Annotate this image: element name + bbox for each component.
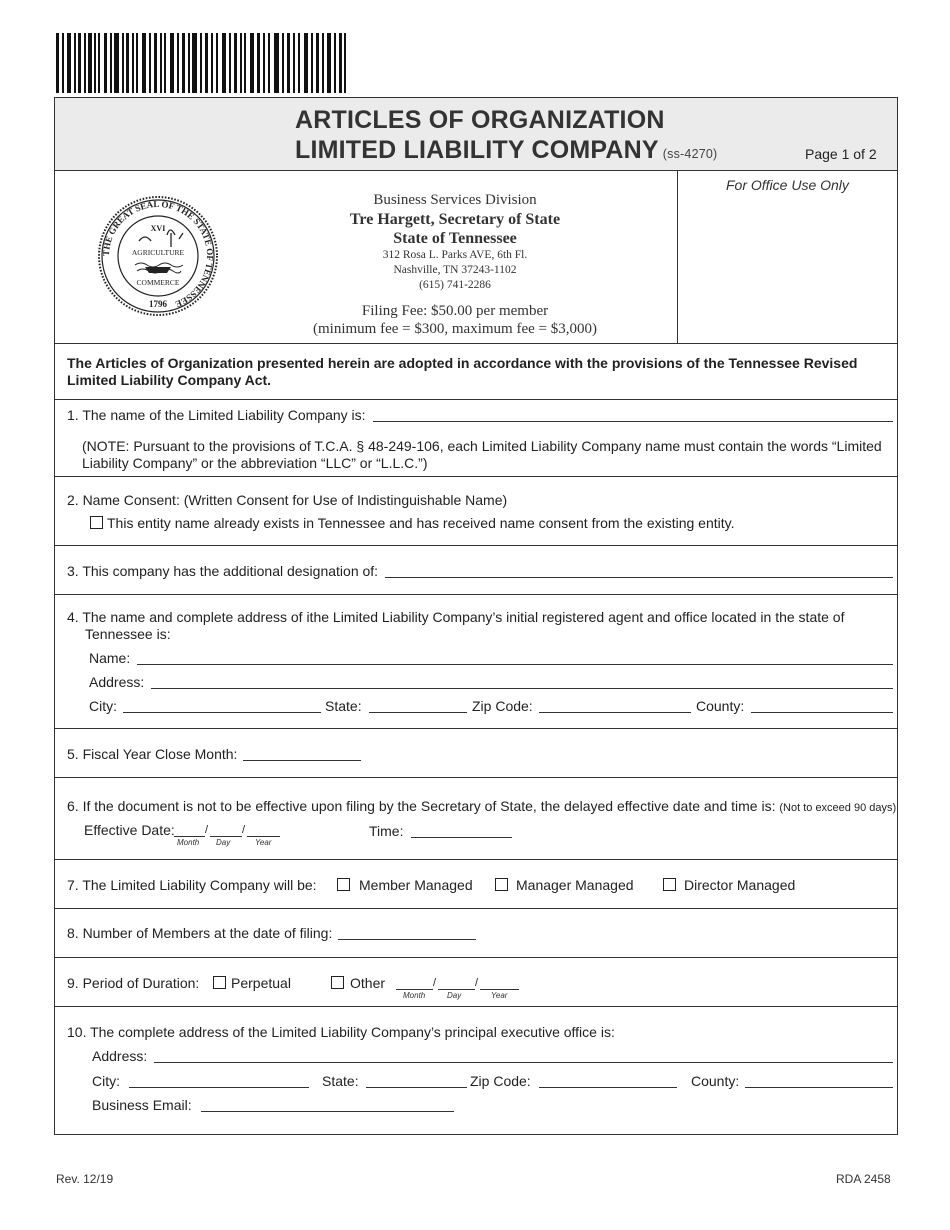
year-hint: Year [491, 991, 508, 1000]
title-line2: LIMITED LIABILITY COMPANY (ss-4270) [295, 136, 718, 164]
state-seal-icon [97, 195, 219, 317]
director-managed-label: Director Managed [684, 877, 796, 893]
secretary: Tre Hargett, Secretary of State [349, 211, 561, 228]
fiscal-month-field[interactable] [243, 760, 361, 761]
manager-managed-label: Manager Managed [516, 877, 634, 893]
month-hint: Month [177, 838, 200, 847]
office-county-label: County: [691, 1073, 740, 1089]
agent-city-field[interactable] [123, 712, 321, 713]
fee-range: (minimum fee = $300, maximum fee = $3,000) [313, 321, 597, 337]
perpetual-label: Perpetual [231, 975, 291, 991]
barcode [56, 33, 346, 93]
member-managed-label: Member Managed [359, 877, 473, 893]
business-email-field[interactable] [201, 1111, 454, 1112]
seal-year: 1796 [149, 299, 167, 309]
member-managed-checkbox[interactable] [337, 878, 350, 891]
manager-managed-checkbox[interactable] [495, 878, 508, 891]
s4-label-line2: Tennessee is: [85, 626, 171, 642]
date-separator: / [205, 824, 209, 836]
form-header [55, 98, 897, 171]
section-8-members [55, 909, 897, 958]
other-duration-label: Other [350, 975, 386, 991]
s9-label: 9. Period of Duration: [67, 975, 200, 991]
s4-label-line1: 4. The name and complete address of ithe Limited Liability Company’s initial registered agent and office located in the state of [67, 609, 845, 625]
s8-label: 8. Number of Members at the date of filing: [67, 925, 333, 941]
seal-ring-text: THE GREAT SEAL OF THE STATE OF TENNESSEE [100, 198, 216, 310]
section-1-company-name [55, 400, 897, 477]
office-use-label: For Office Use Only [726, 177, 849, 193]
time-label: Time: [369, 823, 404, 839]
agent-address-label: Address: [89, 674, 145, 690]
other-duration-checkbox[interactable] [331, 976, 344, 989]
agent-zip-field[interactable] [539, 712, 691, 713]
page-number: Page 1 of 2 [805, 146, 877, 162]
office-zip-label: Zip Code: [470, 1073, 531, 1089]
seal-commerce: COMMERCE [136, 278, 180, 287]
duration-month-field[interactable] [396, 989, 433, 990]
date-separator: / [242, 824, 246, 836]
agent-name-label: Name: [89, 650, 131, 666]
s6-label: 6. If the document is not to be effective upon filing by the Secretary of State, the delayed effective date and time is: (Not to exceed 90 days) [67, 798, 897, 814]
title-line1: ARTICLES OF ORGANIZATION [295, 106, 665, 134]
office-county-field[interactable] [745, 1087, 893, 1088]
office-city-label: City: [92, 1073, 120, 1089]
seal-agriculture: AGRICULTURE [131, 248, 185, 257]
section-7-management [55, 860, 897, 909]
s1-note-line2: Liability Company” or the abbreviation “LLC” or “L.L.C.”) [82, 455, 428, 471]
office-state-label: State: [322, 1073, 359, 1089]
s2-label: 2. Name Consent: (Written Consent for Use of Indistinguishable Name) [67, 492, 508, 508]
agent-state-field[interactable] [369, 712, 467, 713]
section-4-registered-agent [55, 595, 897, 729]
seal-number: XVI [150, 224, 166, 233]
office-city-field[interactable] [129, 1087, 309, 1088]
articles-form [54, 97, 898, 1135]
agency-contact [255, 191, 655, 338]
s6-note: (Not to exceed 90 days) [779, 802, 897, 814]
effective-month-field[interactable] [174, 836, 205, 837]
division: Business Services Division [373, 192, 537, 208]
day-hint: Day [447, 991, 462, 1000]
date-separator: / [433, 977, 437, 989]
effective-date-label: Effective Date: [84, 822, 175, 838]
duration-day-field[interactable] [438, 989, 475, 990]
month-hint: Month [403, 991, 426, 1000]
perpetual-checkbox[interactable] [213, 976, 226, 989]
intro-line2: Limited Liability Company Act. [67, 372, 272, 388]
office-address-label: Address: [92, 1048, 148, 1064]
section-3-designation [55, 546, 897, 595]
agent-city-label: City: [89, 698, 117, 714]
agent-address-field[interactable] [151, 688, 893, 689]
office-zip-field[interactable] [539, 1087, 677, 1088]
year-hint: Year [255, 838, 272, 847]
state-name: State of Tennessee [393, 230, 517, 247]
s1-label: 1. The name of the Limited Liability Company is: [67, 407, 366, 423]
agent-county-label: County: [696, 698, 745, 714]
section-2-name-consent [55, 477, 897, 546]
section-5-fiscal-year [55, 729, 897, 778]
day-hint: Day [216, 838, 231, 847]
s10-label: 10. The complete address of the Limited Liability Company’s principal executive office is: [67, 1024, 615, 1040]
agent-zip-label: Zip Code: [472, 698, 533, 714]
agency-info [55, 171, 897, 344]
intro-line1: The Articles of Organization presented herein are adopted in accordance with the provisions of the Tennessee Revised [67, 355, 858, 371]
effective-year-field[interactable] [247, 836, 280, 837]
section-9-duration [55, 958, 897, 1007]
form-code: (ss-4270) [662, 147, 718, 161]
director-managed-checkbox[interactable] [663, 878, 676, 891]
s1-note-line1: (NOTE: Pursuant to the provisions of T.C.A. § 48-249-106, each Limited Liability Company name must contain the words “Limited [82, 438, 882, 454]
office-state-field[interactable] [366, 1087, 467, 1088]
s2-option-label: This entity name already exists in Tennessee and has received name consent from the existing entity. [107, 515, 735, 531]
office-use-box [677, 171, 899, 343]
company-name-field[interactable] [373, 421, 893, 422]
member-count-field[interactable] [338, 939, 476, 940]
section-10-principal-office [55, 1007, 897, 1134]
revision-label: Rev. 12/19 [56, 1172, 114, 1186]
address-line2: Nashville, TN 37243-1102 [393, 264, 517, 276]
office-address-field[interactable] [154, 1062, 893, 1063]
effective-time-field[interactable] [411, 837, 512, 838]
date-separator: / [475, 977, 479, 989]
effective-day-field[interactable] [210, 836, 242, 837]
designation-field[interactable] [385, 577, 893, 578]
phone: (615) 741-2286 [419, 279, 491, 291]
duration-year-field[interactable] [480, 989, 519, 990]
agent-county-field[interactable] [751, 712, 893, 713]
agent-name-field[interactable] [137, 664, 893, 665]
business-email-label: Business Email: [92, 1097, 192, 1113]
s5-label: 5. Fiscal Year Close Month: [67, 746, 238, 762]
s7-label: 7. The Limited Liability Company will be: [67, 877, 317, 893]
filing-fee: Filing Fee: $50.00 per member [361, 303, 549, 319]
section-6-effective-date [55, 778, 897, 860]
address-line1: 312 Rosa L. Parks AVE, 6th Fl. [382, 249, 528, 261]
agent-state-label: State: [325, 698, 362, 714]
form-id-label: RDA 2458 [836, 1172, 891, 1186]
name-consent-checkbox[interactable] [90, 516, 103, 529]
intro-section [55, 344, 897, 400]
s3-label: 3. This company has the additional designation of: [67, 563, 379, 579]
